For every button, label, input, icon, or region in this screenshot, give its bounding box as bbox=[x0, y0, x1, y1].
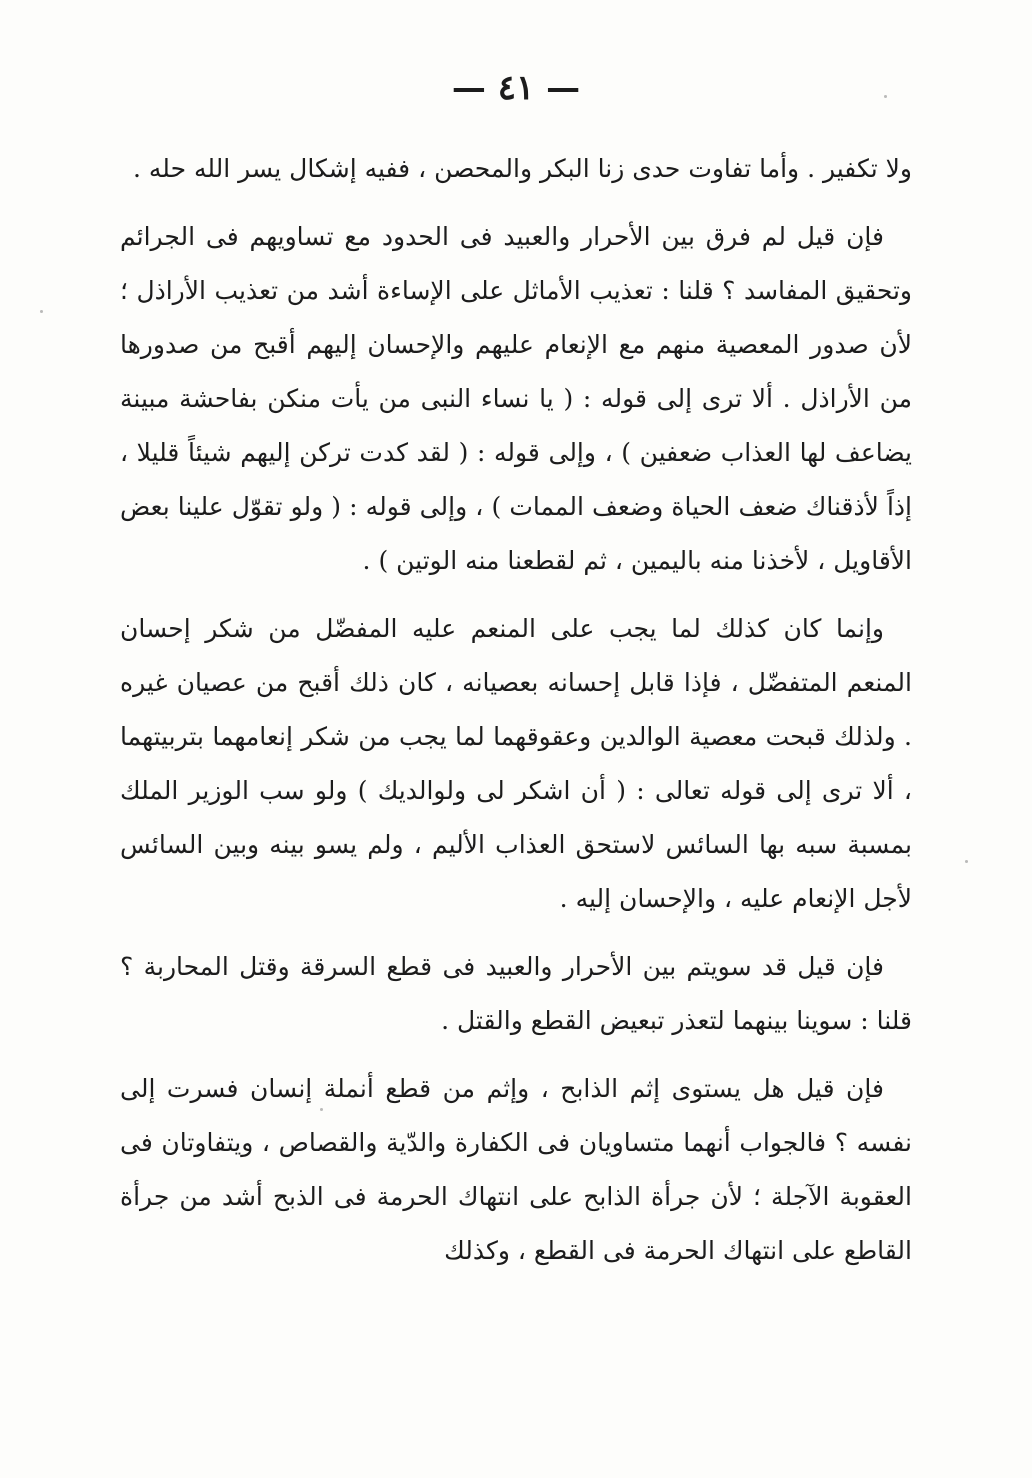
scan-speck bbox=[884, 95, 887, 98]
paragraph-4: فإن قيل قد سويتم بين الأحرار والعبيد فى قطع السرقة وقتل المحاربة ؟ قلنا : سوينا بينهما لتعذر تبعيض القطع والقتل . bbox=[120, 952, 912, 1035]
page-body bbox=[120, 142, 912, 1278]
scan-speck bbox=[40, 310, 43, 313]
paragraph-2: فإن قيل لم فرق بين الأحرار والعبيد فى الحدود مع تساويهم فى الجرائم وتحقيق المفاسد ؟ قلنا : تعذيب الأماثل على الإساءة أشد من تعذيب الأراذل ؛ لأن صدور المعصية منهم مع الإنعام عليهم والإحسان إليهم أقبح من صدورها من الأراذل . ألا ترى إلى قوله : ( يا نساء النبى من يأت منكن بفاحشة مبينة يضاعف لها العذاب ضعفين ) ، وإلى قوله : ( لقد كدت تركن إليهم شيئاً قليلا ، إذاً لأذقناك ضعف الحياة وضعف الممات ) ، وإلى قوله : ( ولو تقوّل علينا بعض الأقاويل ، لأخذنا منه باليمين ، ثم لقطعنا منه الوتين ) . bbox=[120, 222, 912, 575]
scan-speck bbox=[965, 860, 968, 863]
scan-speck bbox=[320, 1108, 323, 1111]
paragraph-1: ولا تكفير . وأما تفاوت حدى زنا البكر والمحصن ، ففيه إشكال يسر الله حله . bbox=[133, 154, 912, 183]
paragraph-5: فإن قيل هل يستوى إثم الذابح ، وإثم من قطع أنملة إنسان فسرت إلى نفسه ؟ فالجواب أنهما متساويان فى الكفارة والدّية والقصاص ، ويتفاوتان فى العقوبة الآجلة ؛ لأن جرأة الذابح على انتهاك الحرمة فى الذبح أشد من جرأة القاطع على انتهاك الحرمة فى القطع ، وكذلك bbox=[120, 1074, 912, 1265]
page-number: — ٤١ — bbox=[451, 68, 581, 108]
paragraph-3: وإنما كان كذلك لما يجب على المنعم عليه المفضّل من شكر إحسان المنعم المتفضّل ، فإذا قابل إحسانه بعصيانه ، كان ذلك أقبح من عصيان غيره . ولذلك قبحت معصية الوالدين وعقوقهما لما يجب من شكر إنعامهما بتربيتهما ، ألا ترى إلى قوله تعالى : ( أن اشكر لى ولوالديك ) ولو سب الوزير الملك بمسبة سبه بها السائس لاستحق العذاب الأليم ، ولم يسو بينه وبين السائس لأجل الإنعام عليه ، والإحسان إليه . bbox=[120, 614, 912, 913]
